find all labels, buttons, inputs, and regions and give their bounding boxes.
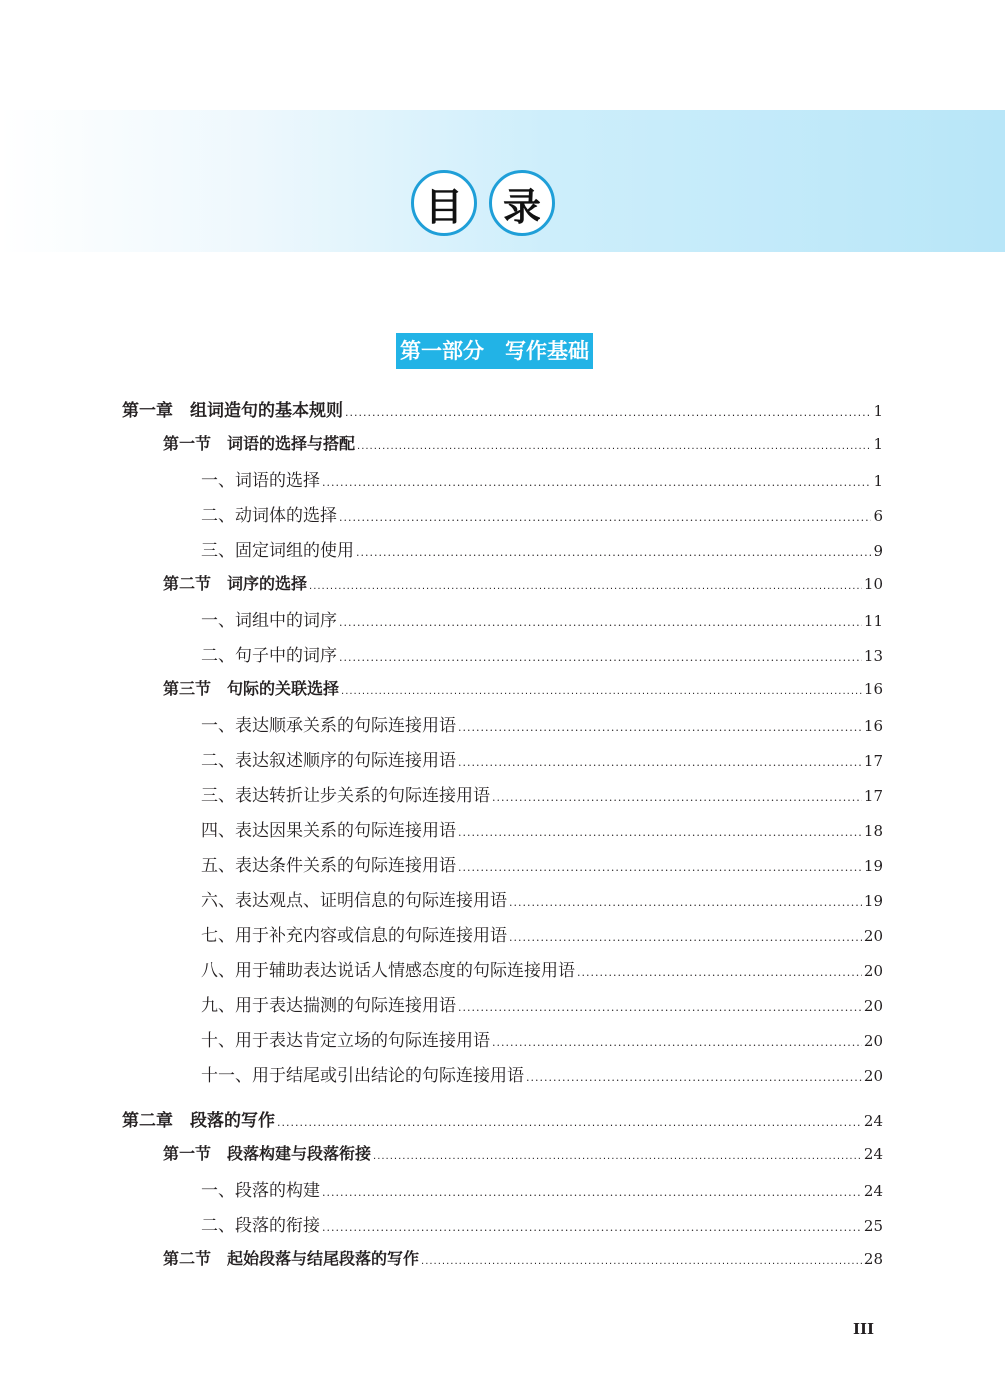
toc-entry-chapter[interactable] xyxy=(122,396,883,421)
toc-title xyxy=(411,170,555,236)
toc-entry-item[interactable] xyxy=(201,501,883,526)
toc-entry-label: 第一节 词语的选择与搭配 xyxy=(163,434,356,453)
toc-entry-section[interactable] xyxy=(163,676,883,699)
toc-entry-page: 1 xyxy=(873,402,883,420)
dot-leader xyxy=(339,616,862,629)
toc-entry-item[interactable] xyxy=(201,711,883,736)
toc-entry-label: 一、表达顺承关系的句际连接用语 xyxy=(201,716,456,736)
dot-leader xyxy=(526,1071,862,1084)
toc-entry-section[interactable] xyxy=(163,571,883,594)
toc-entry-label: 第二节 词序的选择 xyxy=(163,574,308,593)
toc-entry-label: 十一、用于结尾或引出结论的句际连接用语 xyxy=(201,1066,524,1086)
toc-entry-label: 二、句子中的词序 xyxy=(201,646,337,666)
toc-entry-page: 28 xyxy=(863,1250,883,1268)
toc-entry-page: 24 xyxy=(863,1112,883,1130)
toc-entry-page: 1 xyxy=(873,435,883,453)
toc-entry-label: 第二章 段落的写作 xyxy=(122,1111,275,1131)
toc-entry-section[interactable] xyxy=(163,1141,883,1164)
toc-entry-chapter[interactable] xyxy=(122,1106,883,1131)
dot-leader xyxy=(356,546,871,559)
dot-leader xyxy=(322,1221,862,1234)
dot-leader xyxy=(322,1186,862,1199)
toc-entry-label: 一、段落的构建 xyxy=(201,1181,320,1201)
toc-entry-item[interactable] xyxy=(201,1176,883,1201)
toc-entry-label: 三、固定词组的使用 xyxy=(201,541,354,561)
toc-entry-item[interactable] xyxy=(201,1211,883,1236)
toc-entry-page: 25 xyxy=(863,1217,883,1235)
toc-entry-label: 第一节 段落构建与段落衔接 xyxy=(163,1144,372,1163)
page-number: III xyxy=(853,1320,875,1338)
toc-entry-label: 九、用于表达揣测的句际连接用语 xyxy=(201,996,456,1016)
toc-entry-item[interactable] xyxy=(201,851,883,876)
toc-entry-item[interactable] xyxy=(201,956,883,981)
dot-leader xyxy=(341,686,862,697)
toc-entry-item[interactable] xyxy=(201,536,883,561)
dot-leader xyxy=(339,651,862,664)
toc-entry-label: 十、用于表达肯定立场的句际连接用语 xyxy=(201,1031,490,1051)
toc-entry-page: 11 xyxy=(863,612,883,630)
dot-leader xyxy=(345,406,871,419)
dot-leader xyxy=(309,581,862,592)
toc-entry-page: 9 xyxy=(873,542,883,560)
toc-entry-label: 六、表达观点、证明信息的句际连接用语 xyxy=(201,891,507,911)
toc-entry-item[interactable] xyxy=(201,1061,883,1086)
toc-entry-page: 17 xyxy=(863,787,883,805)
dot-leader xyxy=(373,1151,862,1162)
toc-entry-label: 第三节 句际的关联选择 xyxy=(163,679,340,698)
toc-entry-page: 16 xyxy=(863,717,883,735)
toc-entry-item[interactable] xyxy=(201,606,883,631)
dot-leader xyxy=(577,966,862,979)
toc-entry-label: 二、动词体的选择 xyxy=(201,506,337,526)
toc-entry-label: 七、用于补充内容或信息的句际连接用语 xyxy=(201,926,507,946)
toc-entry-page: 10 xyxy=(863,575,883,593)
toc-entry-page: 20 xyxy=(863,962,883,980)
dot-leader xyxy=(458,1001,862,1014)
toc-entry-item[interactable] xyxy=(201,466,883,491)
toc-entry-item[interactable] xyxy=(201,641,883,666)
dot-leader xyxy=(509,931,862,944)
toc-entry-page: 19 xyxy=(863,857,883,875)
dot-leader xyxy=(458,861,862,874)
toc-entry-item[interactable] xyxy=(201,816,883,841)
title-char-2: 录 xyxy=(489,170,555,236)
toc-entry-label: 一、词组中的词序 xyxy=(201,611,337,631)
dot-leader xyxy=(277,1116,862,1129)
dot-leader xyxy=(458,721,862,734)
toc-entry-label: 第一章 组词造句的基本规则 xyxy=(122,401,343,421)
toc-entry-page: 20 xyxy=(863,927,883,945)
toc-entry-label: 三、表达转折让步关系的句际连接用语 xyxy=(201,786,490,806)
toc-entry-page: 24 xyxy=(863,1182,883,1200)
toc-entry-label: 五、表达条件关系的句际连接用语 xyxy=(201,856,456,876)
toc-entry-label: 四、表达因果关系的句际连接用语 xyxy=(201,821,456,841)
dot-leader xyxy=(492,1036,862,1049)
toc-entry-page: 20 xyxy=(863,1032,883,1050)
title-char-1: 目 xyxy=(411,170,477,236)
toc-entry-label: 二、段落的衔接 xyxy=(201,1216,320,1236)
dot-leader xyxy=(339,511,871,524)
toc-entry-label: 八、用于辅助表达说话人情感态度的句际连接用语 xyxy=(201,961,575,981)
toc-entry-page: 1 xyxy=(873,472,883,490)
toc-entry-page: 20 xyxy=(863,997,883,1015)
toc-entry-page: 20 xyxy=(863,1067,883,1085)
dot-leader xyxy=(421,1256,862,1267)
toc-entry-page: 16 xyxy=(863,680,883,698)
toc-entry-item[interactable] xyxy=(201,991,883,1016)
toc-entry-page: 17 xyxy=(863,752,883,770)
dot-leader xyxy=(322,476,871,489)
dot-leader xyxy=(492,791,862,804)
toc-entry-item[interactable] xyxy=(201,886,883,911)
toc-entry-page: 24 xyxy=(863,1145,883,1163)
toc-entry-label: 二、表达叙述顺序的句际连接用语 xyxy=(201,751,456,771)
dot-leader xyxy=(509,896,862,909)
toc-entry-item[interactable] xyxy=(201,781,883,806)
toc-entry-item[interactable] xyxy=(201,1026,883,1051)
toc-entry-page: 6 xyxy=(873,507,883,525)
dot-leader xyxy=(357,441,871,452)
dot-leader xyxy=(458,826,862,839)
toc-entry-section[interactable] xyxy=(163,431,883,454)
toc-entry-label: 第二节 起始段落与结尾段落的写作 xyxy=(163,1249,420,1268)
toc-entry-page: 13 xyxy=(863,647,883,665)
toc-entry-label: 一、词语的选择 xyxy=(201,471,320,491)
toc-entry-page: 18 xyxy=(863,822,883,840)
dot-leader xyxy=(458,756,862,769)
toc-entry-page: 19 xyxy=(863,892,883,910)
toc-entry-item[interactable] xyxy=(201,921,883,946)
part-title: 第一部分 写作基础 xyxy=(396,333,593,369)
toc-entry-section[interactable] xyxy=(163,1246,883,1269)
toc-entry-item[interactable] xyxy=(201,746,883,771)
